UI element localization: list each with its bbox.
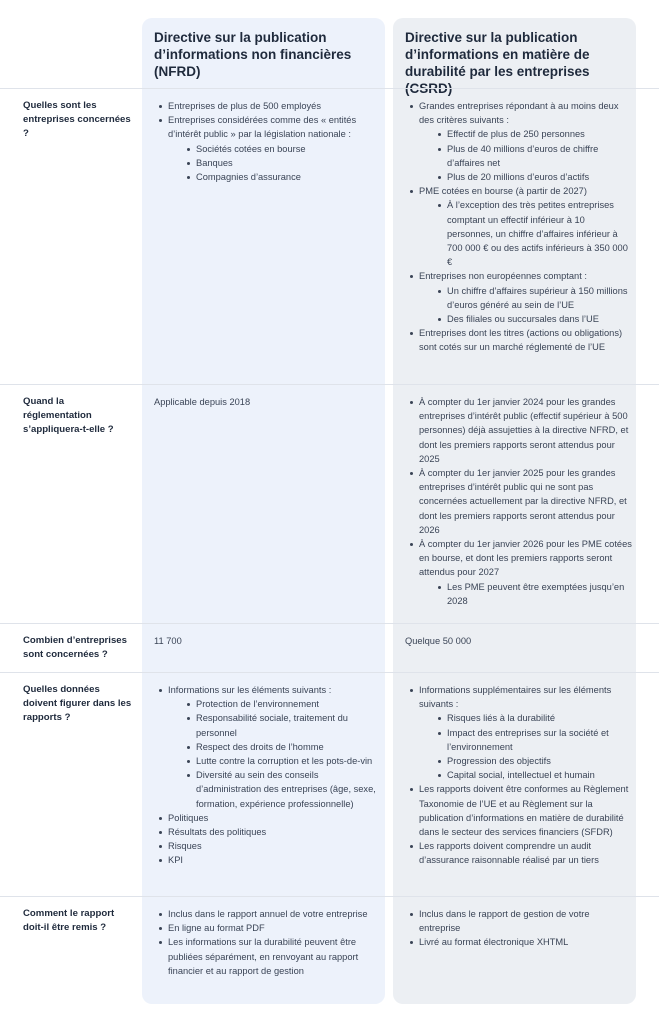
list-item: Politiques [154,811,380,825]
sub-list-item: Progression des objectifs [433,754,633,768]
list-item: Résultats des politiques [154,825,380,839]
sub-list [419,198,633,269]
sub-list-item: Respect des droits de l’homme [182,740,380,754]
list-item: À compter du 1er janvier 2025 pour les grandes entreprises d’intérêt public qui ne sont pas concernées actuellement par la directive NFRD, et dont les premiers rapports seront attendus pour 2026 [405,466,633,537]
sub-list-item: Plus de 20 millions d’euros d’actifs [433,170,633,184]
list-item: Risques [154,839,380,853]
list-item: Entreprises dont les titres (actions ou obligations) sont cotés sur un marché réglementé de l’UE [405,326,633,354]
table-row [0,623,659,673]
nfrd-cell [154,683,380,868]
csrd-cell [405,395,633,608]
list [154,683,380,868]
sub-list-item: Banques [182,156,380,170]
csrd-cell [405,907,633,950]
list-item: Inclus dans le rapport de gestion de votre entreprise [405,907,633,935]
sub-list-item: Plus de 40 millions d’euros de chiffre d’affaires net [433,142,633,170]
sub-list-item: Risques liés à la durabilité [433,711,633,725]
list-item: KPI [154,853,380,867]
row-question: Quand la réglementation s’appliquera-t-elle ? [23,396,114,436]
sub-list-item: Sociétés cotées en bourse [182,142,380,156]
table-row [0,672,659,897]
sub-list-item: Compagnies d’assurance [182,170,380,184]
list [405,99,633,355]
list [405,683,633,868]
row-question: Comment le rapport doit-il être remis ? [23,908,115,934]
list-item: Les rapports doivent comprendre un audit d’assurance raisonnable réalisé par un tiers [405,839,633,867]
table-row [0,896,659,1003]
sub-list [168,697,380,811]
nfrd-cell [154,907,380,978]
list-item: Livré au format électronique XHTML [405,935,633,949]
sub-list [168,142,380,185]
nfrd-header: Directive sur la publication d’informations non financières (NFRD) [154,30,352,79]
sub-list-item: Impact des entreprises sur la société et l’environnement [433,726,633,754]
list [154,907,380,978]
list-item: Entreprises de plus de 500 employés [154,99,380,113]
row-question: Quelles données doivent figurer dans les rapports ? [23,684,132,724]
csrd-header: Directive sur la publication d’informations en matière de durabilité par les entreprises (CSRD) [405,30,590,96]
sub-list [419,711,633,782]
csrd-cell [405,99,633,355]
list-item: PME cotées en bourse (à partir de 2027) À l’exception des très petites entreprises comptant un effectif inférieur à 10 personnes, un chiffre d’affaires inférieur à 700 000 € ou des actifs inférieurs à 350 000 € [405,184,633,269]
sub-list-item: Protection de l’environnement [182,697,380,711]
row-question: Combien d’entreprises sont concernées ? [23,635,127,661]
list-item: Entreprises non européennes comptant : Un chiffre d’affaires supérieur à 150 millions d’euros généré au sein de l’UE Des filiales ou succursales dans l’UE [405,269,633,326]
sub-list-item: À l’exception des très petites entreprises comptant un effectif inférieur à 10 personnes, un chiffre d’affaires inférieur à 700 000 € ou des actifs inférieurs à 350 000 € [433,198,633,269]
sub-list-item: Diversité au sein des conseils d’administration des entreprises (âge, sexe, formation, expérience professionnelle) [182,768,380,811]
list-item: En ligne au format PDF [154,921,380,935]
sub-list [419,580,633,608]
list-item: Informations sur les éléments suivants : Protection de l’environnement Responsabilité sociale, traitement du personnel Respect des droits de l’homme Lutte contre la corruption et les pots-de-vin Diversité au sein des conseils d’administration des entreprises (âge, sexe, formation, expérience professionnelle) [154,683,380,811]
nfrd-cell: 11 700 [154,636,182,646]
table-row [0,88,659,385]
sub-list-item: Les PME peuvent être exemptées jusqu’en 2028 [433,580,633,608]
row-question: Quelles sont les entreprises concernées ? [23,100,131,140]
list-item: Grandes entreprises répondant à au moins deux des critères suivants : Effectif de plus de 250 personnes Plus de 40 millions d’euros de chiffre d’affaires net Plus de 20 millions d’euros d’actifs [405,99,633,184]
list [154,99,380,184]
list-item: À compter du 1er janvier 2024 pour les grandes entreprises d’intérêt public (effectif supérieur à 500 personnes) déjà assujetties à la directive NFRD, et dont les premiers rapports seront attendus pour 2025 [405,395,633,466]
list-item: Entreprises considérées comme des « entités d’intérêt public » par la législation nationale : Sociétés cotées en bourse Banques Compagnies d’assurance [154,113,380,184]
list-item: Les rapports doivent être conformes au Règlement Taxonomie de l’UE et au Règlement sur la publication d’informations en matière de durabilité dans le secteur des services financiers (SFDR) [405,782,633,839]
list [405,907,633,950]
sub-list-item: Un chiffre d’affaires supérieur à 150 millions d’euros généré au sein de l’UE [433,284,633,312]
nfrd-cell: Applicable depuis 2018 [154,397,251,407]
sub-list-item: Effectif de plus de 250 personnes [433,127,633,141]
nfrd-cell [154,99,380,184]
list [405,395,633,608]
sub-list-item: Des filiales ou succursales dans l’UE [433,312,633,326]
list-item: Les informations sur la durabilité peuvent être publiées séparément, en renvoyant au rapport financier et au rapport de gestion [154,935,380,978]
sub-list-item: Capital social, intellectuel et humain [433,768,633,782]
list-item: Inclus dans le rapport annuel de votre entreprise [154,907,380,921]
header-row [0,0,659,96]
sub-list-item: Responsabilité sociale, traitement du personnel [182,711,380,739]
sub-list [419,284,633,327]
csrd-cell: Quelque 50 000 [405,636,472,646]
csrd-cell [405,683,633,868]
sub-list-item: Lutte contre la corruption et les pots-de-vin [182,754,380,768]
list-item: Informations supplémentaires sur les éléments suivants : Risques liés à la durabilité Impact des entreprises sur la société et l’environnement Progression des objectifs Capital social, intellectuel et humain [405,683,633,782]
sub-list [419,127,633,184]
list-item: À compter du 1er janvier 2026 pour les PME cotées en bourse, et dont les premiers rapports seront attendus pour 2027 Les PME peuvent être exemptées jusqu’en 2028 [405,537,633,608]
table-row [0,384,659,624]
